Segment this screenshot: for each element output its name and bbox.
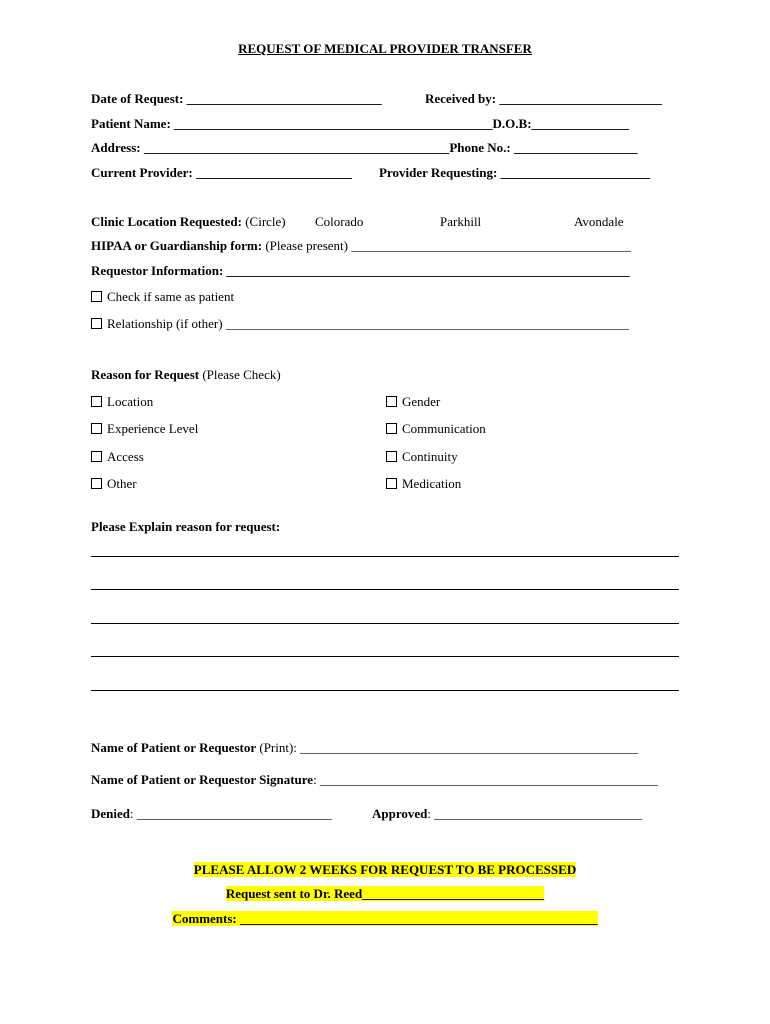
clinic-location-note: (Circle) [245, 214, 286, 229]
hipaa-note: (Please present) ___________________________________________ [265, 238, 631, 253]
reason-option-label: Experience Level [107, 421, 199, 436]
reason-option-gender[interactable] [386, 394, 440, 410]
checkbox[interactable] [386, 478, 397, 489]
comments-row[interactable] [0, 911, 770, 927]
date-of-request-field[interactable]: Date of Request: ______________________________ [91, 91, 382, 106]
reason-option-experience-level[interactable] [91, 421, 198, 437]
reason-option-continuity[interactable] [386, 449, 458, 465]
checkbox[interactable] [91, 396, 102, 407]
approved-line: : ________________________________ [427, 806, 643, 821]
explain-line[interactable] [91, 690, 679, 691]
approved-label: Approved [372, 806, 428, 821]
sent-to-row[interactable] [0, 886, 770, 902]
clinic-option-colorado[interactable]: Colorado [315, 214, 364, 229]
relationship-checkbox[interactable] [91, 318, 102, 329]
hipaa-row[interactable] [91, 238, 631, 254]
same-as-patient-checkbox[interactable] [91, 291, 102, 302]
address-field[interactable]: Address: _______________________________________________Phone No.: ___________________ [91, 140, 638, 155]
patient-name-field[interactable]: Patient Name: _________________________________________________D.O.B:_______________ [91, 116, 630, 131]
reason-option-location[interactable] [91, 394, 153, 410]
reason-option-label: Communication [402, 421, 486, 436]
same-as-patient-option[interactable] [91, 289, 234, 305]
provider-requesting-field[interactable]: Provider Requesting: _______________________ [379, 165, 651, 180]
reason-option-label: Gender [402, 394, 441, 409]
clinic-location-row [91, 214, 286, 230]
name-print-label: Name of Patient or Requestor [91, 740, 257, 755]
checkbox[interactable] [386, 396, 397, 407]
reason-note: (Please Check) [202, 367, 281, 382]
reason-option-label: Continuity [402, 449, 458, 464]
checkbox[interactable] [91, 478, 102, 489]
checkbox[interactable] [386, 451, 397, 462]
reason-label: Reason for Request [91, 367, 200, 382]
reason-option-medication[interactable] [386, 476, 461, 492]
signature-field[interactable] [91, 772, 658, 788]
clinic-option-parkhill[interactable]: Parkhill [440, 214, 482, 229]
comments-field[interactable]: Comments: _______________________________________________________ [172, 911, 598, 926]
explain-line[interactable] [91, 656, 679, 657]
signature-line: : ____________________________________________________ [313, 772, 658, 787]
current-provider-field[interactable]: Current Provider: ________________________ [91, 165, 352, 180]
form-title: REQUEST OF MEDICAL PROVIDER TRANSFER [238, 41, 532, 56]
processing-notice: PLEASE ALLOW 2 WEEKS FOR REQUEST TO BE PROCESSED [193, 862, 577, 877]
reason-option-label: Access [107, 449, 144, 464]
denied-line: : ______________________________ [130, 806, 332, 821]
requestor-information-field[interactable]: Requestor Information: ______________________________________________________________ [91, 263, 630, 278]
name-print-line: (Print): ____________________________________________________ [259, 740, 639, 755]
request-sent-to-field[interactable]: Request sent to Dr. Reed____________________________ [225, 886, 545, 901]
checkbox[interactable] [386, 423, 397, 434]
checkbox[interactable] [91, 451, 102, 462]
explain-line[interactable] [91, 589, 679, 590]
clinic-location-label: Clinic Location Requested: [91, 214, 242, 229]
clinic-option-avondale[interactable]: Avondale [574, 214, 624, 229]
same-as-patient-label: Check if same as patient [107, 289, 235, 304]
reason-option-access[interactable] [91, 449, 144, 465]
reason-heading [91, 367, 281, 383]
name-print-field[interactable] [91, 740, 638, 756]
reason-option-other[interactable] [91, 476, 137, 492]
reason-option-communication[interactable] [386, 421, 486, 437]
denied-label: Denied [91, 806, 130, 821]
reason-option-label: Location [107, 394, 154, 409]
received-by-field[interactable]: Received by: _________________________ [425, 91, 662, 106]
hipaa-label: HIPAA or Guardianship form: [91, 238, 263, 253]
explain-reason-label: Please Explain reason for request: [91, 519, 281, 534]
reason-option-label: Medication [402, 476, 462, 491]
processing-notice-row [0, 862, 770, 878]
explain-line[interactable] [91, 623, 679, 624]
relationship-label: Relationship (if other) ______________________________________________________________ [107, 316, 629, 331]
explain-line[interactable] [91, 556, 679, 557]
approved-field[interactable] [372, 806, 642, 822]
signature-label: Name of Patient or Requestor Signature [91, 772, 314, 787]
checkbox[interactable] [91, 423, 102, 434]
denied-field[interactable] [91, 806, 332, 822]
reason-option-label: Other [107, 476, 137, 491]
relationship-option[interactable] [91, 316, 629, 332]
